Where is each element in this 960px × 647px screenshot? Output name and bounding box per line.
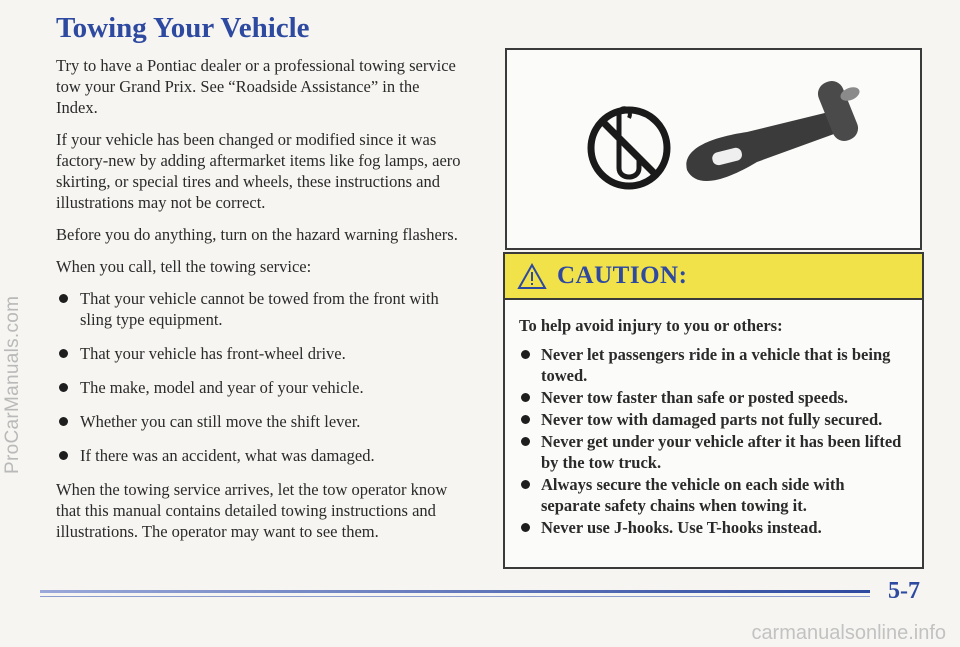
list-item: If there was an accident, what was damaged. <box>56 445 461 466</box>
list-item: That your vehicle has front-wheel drive. <box>56 343 461 364</box>
list-item: Never let passengers ride in a vehicle that is being towed. <box>519 344 908 386</box>
hazard-paragraph: Before you do anything, turn on the hazard warning flashers. <box>56 225 458 244</box>
tow-hook-illustration <box>507 50 920 248</box>
bullet-icon <box>521 437 530 446</box>
bullet-icon <box>59 294 68 303</box>
caution-header <box>505 254 922 300</box>
towing-text-column <box>56 12 461 553</box>
arrival-paragraph: When the towing service arrives, let the tow operator know that this manual contains detailed towing instructions and illustrations. The operator may want to see them. <box>56 480 448 541</box>
bullet-icon <box>521 350 530 359</box>
bullet-icon <box>59 451 68 460</box>
t-hook-icon <box>686 77 861 181</box>
caution-intro: To help avoid injury to you or others: <box>519 316 783 335</box>
list-item: That your vehicle cannot be towed from the front with sling type equipment. <box>56 288 461 330</box>
bullet-icon <box>59 417 68 426</box>
caution-list <box>519 344 908 538</box>
list-item: Never get under your vehicle after it has been lifted by the tow truck. <box>519 431 908 473</box>
call-paragraph: When you call, tell the towing service: <box>56 257 312 276</box>
no-j-hook-icon <box>591 108 667 186</box>
bullet-icon <box>59 349 68 358</box>
list-item: The make, model and year of your vehicle. <box>56 377 461 398</box>
intro-paragraph: Try to have a Pontiac dealer or a professional towing service tow your Grand Prix. See “Roadside Assistance” in the Index. <box>56 56 456 117</box>
list-item: Never use J-hooks. Use T-hooks instead. <box>519 517 908 538</box>
list-item: Whether you can still move the shift lever. <box>56 411 461 432</box>
bullet-icon <box>521 415 530 424</box>
bullet-icon <box>59 383 68 392</box>
list-item: Always secure the vehicle on each side with separate safety chains when towing it. <box>519 474 908 516</box>
modification-paragraph: If your vehicle has been changed or modified since it was factory-new by adding aftermarket items like fog lamps, aero skirting, or special tires and wheels, these instructions and illustrations may not be correct. <box>56 130 461 212</box>
page-number: 5-7 <box>888 578 920 604</box>
list-item: Never tow faster than safe or posted speeds. <box>519 387 908 408</box>
bottom-watermark: carmanualsonline.info <box>751 622 946 644</box>
bullet-icon <box>521 393 530 402</box>
footer-rule-thin <box>40 596 870 597</box>
list-item: Never tow with damaged parts not fully secured. <box>519 409 908 430</box>
caution-title: CAUTION: <box>557 262 688 289</box>
footer-rule <box>40 590 870 593</box>
warning-triangle-icon <box>517 263 547 290</box>
bullet-icon <box>521 480 530 489</box>
bullet-icon <box>521 523 530 532</box>
page-heading: Towing Your Vehicle <box>56 12 310 44</box>
caution-body <box>505 300 922 538</box>
caution-box <box>503 252 924 569</box>
towing-service-list <box>56 288 461 466</box>
side-watermark: ProCarManuals.com <box>2 295 23 475</box>
hook-illustration <box>505 48 922 250</box>
